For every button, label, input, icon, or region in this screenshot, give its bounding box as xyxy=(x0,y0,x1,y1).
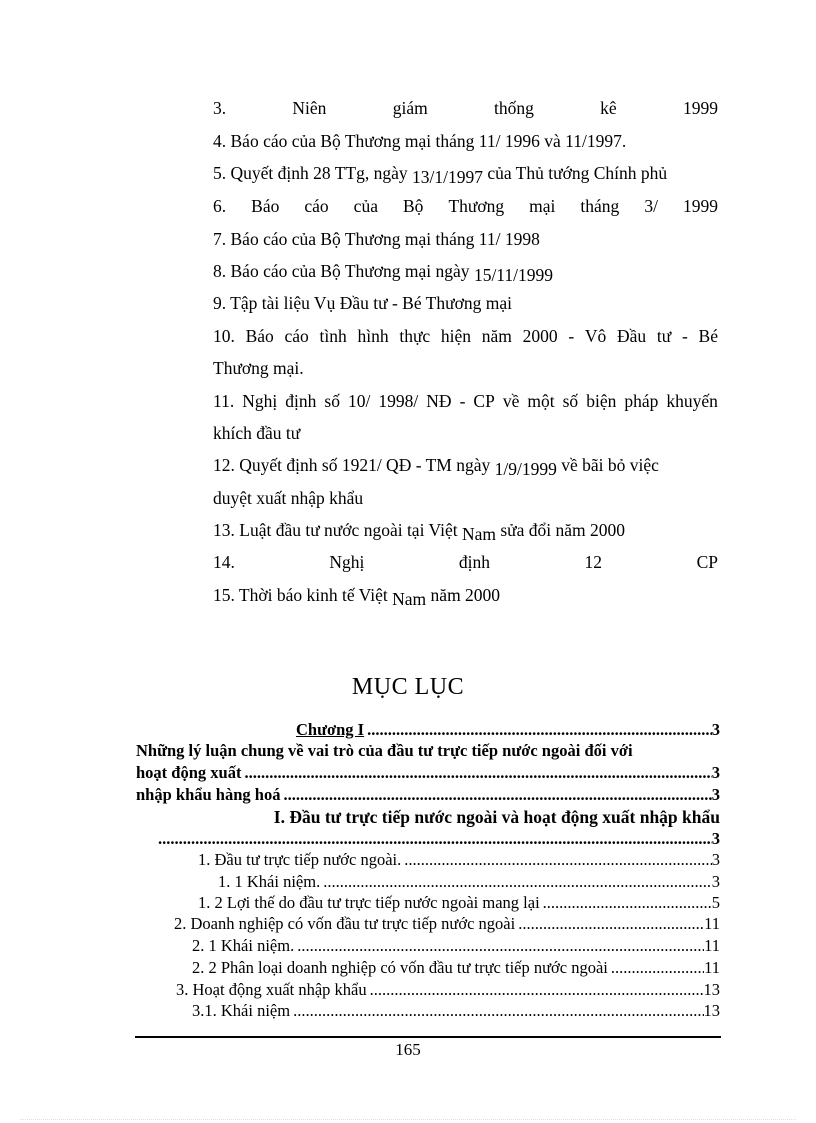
toc-entry-1-1[interactable]: 1. 1 Khái niệm. ..... 3 xyxy=(136,872,720,892)
reference-3: 3. Niên giám thống kê 1999 xyxy=(213,98,718,118)
reference-5: 5. Quyết định 28 TTg, ngày 13/1/1997 của Thủ tướng Chính phủ xyxy=(213,163,668,187)
page-edge-divider xyxy=(20,1119,796,1120)
reference-9: 9. Tập tài liệu Vụ Đầu tư - Bé Thương mại xyxy=(213,293,512,313)
toc-entry-2[interactable]: 2. Doanh nghiệp có vốn đầu tư trực tiếp nước ngoài ..... 11 xyxy=(136,914,720,934)
reference-7: 7. Báo cáo của Bộ Thương mại tháng 11/ 1998 xyxy=(213,229,540,249)
page-number: 165 xyxy=(395,1040,421,1059)
toc-entry-2-1[interactable]: 2. 1 Khái niệm. ..... 11 xyxy=(136,936,720,956)
toc-entry-3[interactable]: 3. Hoạt động xuất nhập khẩu ..... 13 xyxy=(136,980,720,1000)
toc-entry-section-i[interactable]: I. Đầu tư trực tiếp nước ngoài và hoạt động xuất nhập khẩu xyxy=(273,807,720,827)
reference-4: 4. Báo cáo của Bộ Thương mại tháng 11/ 1996 và 11/1997. xyxy=(213,131,627,151)
reference-14: 14. Nghị định 12 CP xyxy=(213,552,718,572)
toc-entry-1-2[interactable]: 1. 2 Lợi thế do đầu tư trực tiếp nước ngoài mang lại ..... 5 xyxy=(136,893,720,913)
toc-title: MỤC LỤC xyxy=(351,674,465,700)
toc-entry-heading-line1[interactable]: Những lý luận chung về vai trò của đầu tư trực tiếp nước ngoài đối với xyxy=(136,741,633,760)
toc-entry-1[interactable]: 1. Đầu tư trực tiếp nước ngoài. ..... 3 xyxy=(136,850,720,870)
toc-entry-heading-line2[interactable]: hoạt động xuất ..... 3 xyxy=(136,763,720,783)
reference-11-line2: khích đầu tư xyxy=(213,423,301,443)
reference-15: 15. Thời báo kinh tế Việt Nam năm 2000 xyxy=(213,585,501,609)
reference-10-line2: Thương mại. xyxy=(213,358,304,378)
reference-11-line1: 11. Nghị định số 10/ 1998/ NĐ - CP về một số biện pháp khuyến xyxy=(213,391,718,411)
reference-13: 13. Luật đầu tư nước ngoài tại Việt Nam sửa đổi năm 2000 xyxy=(213,520,626,544)
reference-10-line1: 10. Báo cáo tình hình thực hiện năm 2000 - Vô Đầu tư - Bé xyxy=(213,326,718,346)
reference-6: 6. Báo cáo của Bộ Thương mại tháng 3/ 1999 xyxy=(213,196,718,216)
reference-8: 8. Báo cáo của Bộ Thương mại ngày 15/11/1999 xyxy=(213,261,554,285)
toc-entry-2-2[interactable]: 2. 2 Phân loại doanh nghiệp có vốn đầu tư trực tiếp nước ngoài ..... 11 xyxy=(136,958,720,978)
footer-rule xyxy=(135,1036,721,1038)
reference-12-line2: duyệt xuất nhập khẩu xyxy=(213,488,364,508)
toc-entry-3-1[interactable]: 3.1. Khái niệm ..... 13 xyxy=(136,1001,720,1021)
toc-entry-section-i-page[interactable]: ..... 3 xyxy=(136,829,720,849)
toc-entry-chapter-1[interactable]: Chương I ..... 3 xyxy=(136,720,720,740)
reference-12-line1: 12. Quyết định số 1921/ QĐ - TM ngày 1/9/1999 về bãi bỏ việc xyxy=(213,455,659,479)
toc-entry-heading-line3[interactable]: nhập khẩu hàng hoá ..... 3 xyxy=(136,785,720,805)
